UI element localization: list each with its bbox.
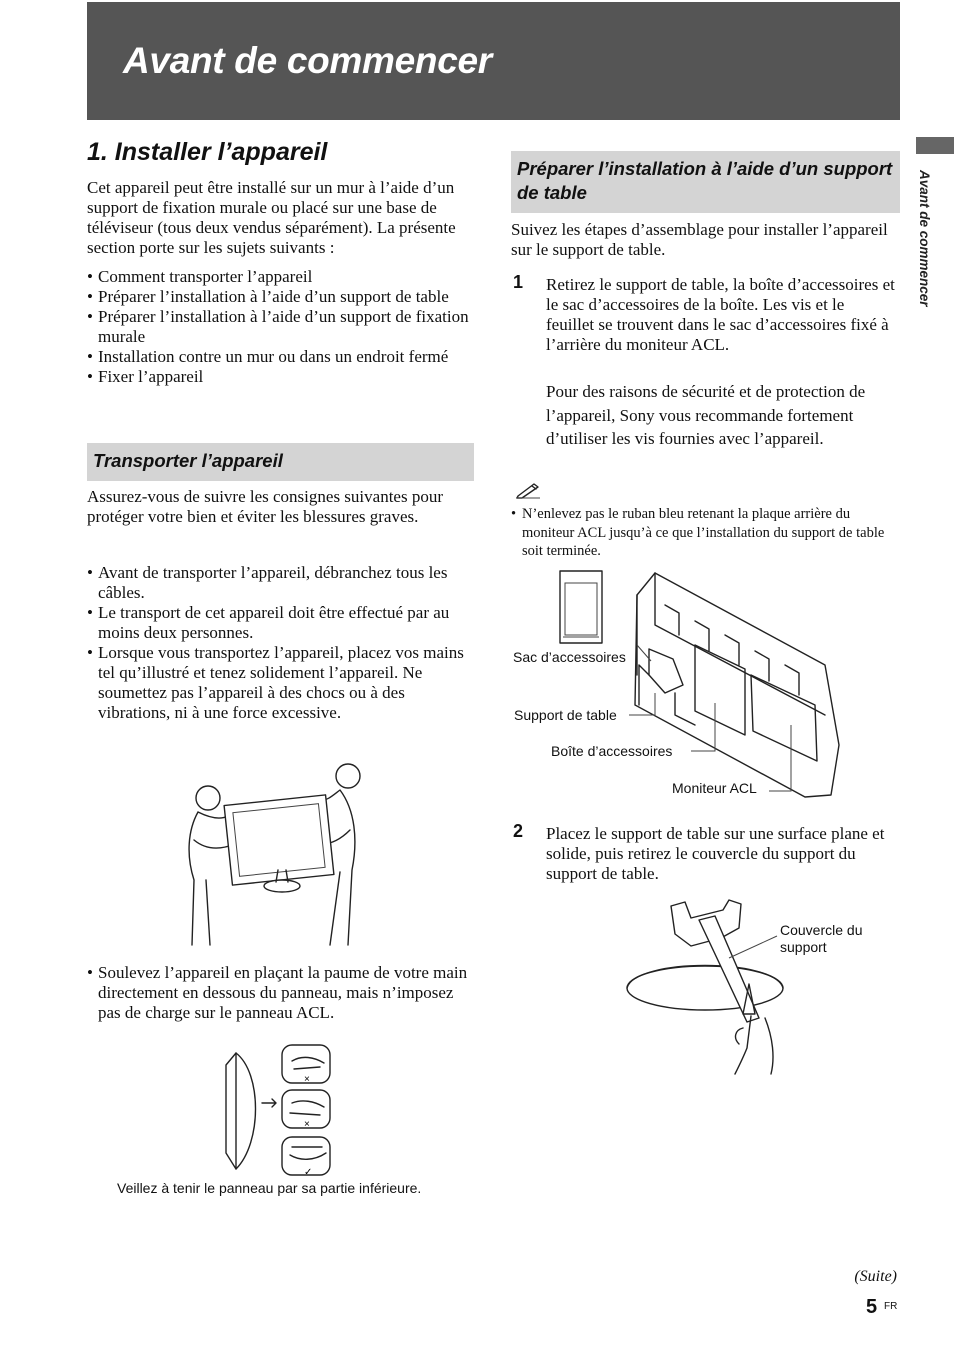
step-number: 2 [513, 821, 524, 841]
transport-list [87, 563, 473, 723]
step2-text: Placez le support de table sur une surface plane et solide, puis retirez le couvercle du support du support de table. [546, 824, 885, 883]
list-item: • Lorsque vous transportez l’appareil, placez vos mains tel qu’illustré et tenez solidement l’appareil. Ne soumettez pas l’appareil à des chocs ou à des vibrations, ni à une force excessive. [87, 643, 473, 723]
step1-extra: Pour des raisons de sécurité et de protection de l’appareil, Sony vous recommande fortement d’utiliser les vis fournies avec l’appareil. [546, 382, 866, 448]
svg-text:✓: ✓ [304, 1167, 313, 1178]
svg-text:×: × [304, 1119, 310, 1130]
continued-note: (Suite) [854, 1268, 897, 1285]
list-item: • Avant de transporter l’appareil, débranchez tous les câbles. [87, 563, 473, 603]
step1-text: Retirez le support de table, la boîte d’accessoires et le sac d’accessoires de la boîte. Les vis et le feuillet se trouvent dans le sac d’accessoires fixé à l’arrière du moniteur ACL. [546, 275, 895, 354]
stand-cover-illustration [625, 898, 795, 1076]
chapter-banner [87, 2, 900, 120]
side-tab-marker [916, 137, 954, 154]
label-accessory-box: Boîte d’accessoires [551, 743, 673, 759]
hold-caption: Veillez à tenir le panneau par sa partie inférieure. [117, 1180, 422, 1196]
svg-text:×: × [304, 1074, 310, 1085]
note-list [511, 505, 896, 561]
step-number: 1 [513, 272, 524, 292]
list-item: • Le transport de cet appareil doit être effectué par au moins deux personnes. [87, 603, 473, 643]
list-item: • Fixer l’appareil [87, 367, 475, 387]
section-heading: 1. Installer l’appareil [87, 138, 328, 166]
table-stand-heading: Préparer l’installation à l’aide d’un support de table [511, 151, 900, 213]
list-item: • Soulevez l’appareil en plaçant la paume de votre main directement en dessous du panneau, mais n’imposez pas de charge sur le panneau ACL. [87, 963, 473, 1023]
label-table-stand: Support de table [514, 707, 617, 723]
chapter-title: Avant de commencer [123, 40, 492, 81]
transport-intro: Assurez-vous de suivre les consignes suivantes pour protéger votre bien et éviter les blessures graves. [87, 487, 443, 526]
note-pencil-icon [514, 481, 542, 499]
list-item: • Comment transporter l’appareil [87, 267, 475, 287]
carry-illustration [180, 760, 380, 950]
label-stand-cover: Couvercle du support [780, 922, 863, 955]
lift-list [87, 963, 473, 1023]
hand-position-illustration [222, 1043, 337, 1178]
side-tab-label: Avant de commencer [917, 170, 932, 307]
topic-list [87, 267, 475, 387]
list-item: • Préparer l’installation à l’aide d’un support de table [87, 287, 475, 307]
transport-heading: Transporter l’appareil [87, 443, 474, 481]
label-accessory-bag: Sac d’accessoires [513, 649, 626, 665]
table-stand-intro: Suivez les étapes d’assemblage pour installer l’appareil sur le support de table. [511, 220, 888, 259]
intro-paragraph: Cet appareil peut être installé sur un mur à l’aide d’un support de fixation murale ou placé sur une base de téléviseur (tous deux vendus séparément). La présente section porte sur les sujets suivants : [87, 178, 456, 257]
list-item: • Préparer l’installation à l’aide d’un support de fixation murale [87, 307, 475, 347]
page-language: FR [884, 1301, 898, 1312]
label-lcd-monitor: Moniteur ACL [672, 780, 757, 796]
list-item: • N’enlevez pas le ruban bleu retenant la plaque arrière du moniteur ACL jusqu’à ce que l’installation du support de table soit terminée. [511, 505, 896, 561]
list-item: • Installation contre un mur ou dans un endroit fermé [87, 347, 475, 367]
box-contents-illustration [555, 565, 845, 800]
page-number: 5 [866, 1296, 878, 1318]
